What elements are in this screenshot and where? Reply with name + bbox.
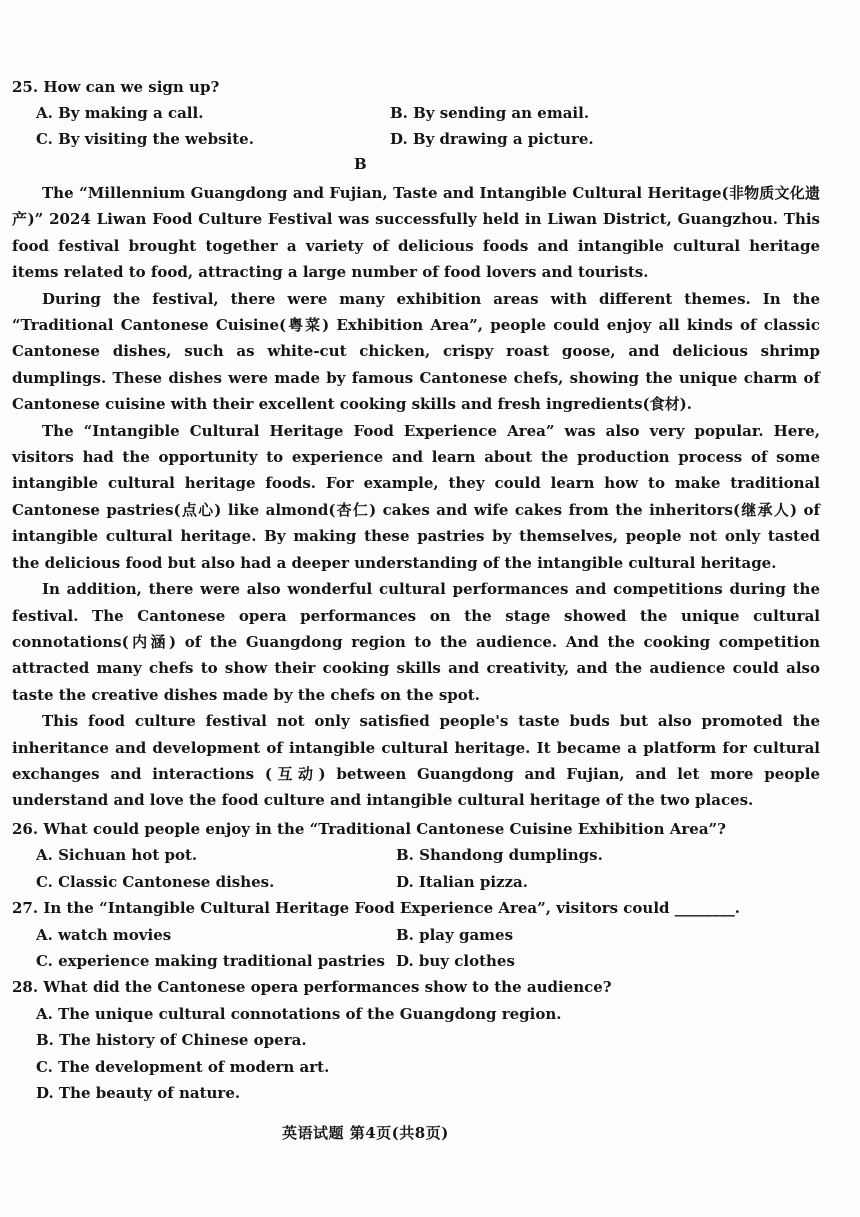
q27-stem: [12, 898, 740, 918]
q27-option-c: C. experience making traditional pastries: [36, 952, 385, 970]
q26-stem: 26. What could people enjoy in the “Traditional Cantonese Cuisine Exhibition Area”?: [12, 820, 726, 838]
q25-option-d: D. By drawing a picture.: [390, 130, 594, 148]
q26-option-b: B. Shandong dumplings.: [396, 846, 603, 864]
q25-option-b: B. By sending an email.: [390, 104, 590, 122]
q25-stem: 25. How can we sign up?: [12, 78, 220, 96]
q27-answer-blank: ________.: [674, 899, 740, 917]
passage-paragraph-4: In addition, there were also wonderful cultural performances and competitions during the festival. The Cantonese opera performances on the stage showed the unique cultural connotations(内涵) of the Guangdong region to the audience. And the cooking competition attracted many chefs to show their cooking skills and creativity, and the audience could also taste the creative dishes made by the chefs on the spot.: [12, 580, 820, 704]
passage-paragraph-3: The “Intangible Cultural Heritage Food Experience Area” was also very popular. Here, visitors had the opportunity to experience and learn about the production process of some intangible cultural heritage foods. For example, they could learn how to make traditional Cantonese pastries(点心) like almond(杏仁) cakes and wife cakes from the inheritors(继承人) of intangible cultural heritage. By making these pastries by themselves, people not only tasted the delicious food but also had a deeper understanding of the intangible cultural heritage.: [12, 421, 820, 572]
page-footer: 英语试题 第4页(共8页): [282, 1124, 449, 1142]
q28-stem: 28. What did the Cantonese opera performances show to the audience?: [12, 978, 612, 996]
q26-option-c: C. Classic Cantonese dishes.: [36, 873, 275, 891]
q28-option-d: D. The beauty of nature.: [36, 1084, 241, 1102]
q27-stem-text: 27. In the “Intangible Cultural Heritage Food Experience Area”, visitors could: [12, 899, 670, 917]
passage-paragraph-5: This food culture festival not only satisfied people's taste buds but also promoted the inheritance and development of intangible cultural heritage. It became a platform for cultural exchanges and interactions (互动) between Guangdong and Fujian, and let more people understand and love the food culture and intangible cultural heritage of the two places.: [12, 712, 820, 810]
q27-option-d: D. buy clothes: [396, 952, 515, 970]
passage-paragraph-2: During the festival, there were many exhibition areas with different themes. In the “Traditional Cantonese Cuisine(粤菜) Exhibition Area”, people could enjoy all kinds of classic Cantonese dishes, such as white-cut chicken, crispy roast goose, and delicious shrimp dumplings. These dishes were made by famous Cantonese chefs, showing the unique charm of Cantonese cuisine with their excellent cooking skills and fresh ingredients(食材).: [12, 289, 820, 414]
q25-option-a: A. By making a call.: [36, 104, 204, 122]
q27-option-b: B. play games: [396, 926, 514, 944]
q27-option-a: A. watch movies: [36, 926, 172, 944]
passage-paragraph-1: The “Millennium Guangdong and Fujian, Taste and Intangible Cultural Heritage(非物质文化遗产)” 2024 Liwan Food Culture Festival was successfully held in Liwan District, Guangzhou. This food festival brought together a variety of delicious foods and intangible cultural heritage items related to food, attracting a large number of food lovers and tourists.: [12, 184, 820, 282]
q28-option-b: B. The history of Chinese opera.: [36, 1031, 307, 1049]
q28-option-a: A. The unique cultural connotations of the Guangdong region.: [36, 1005, 562, 1023]
q25-option-c: C. By visiting the website.: [36, 130, 254, 148]
q28-option-c: C. The development of modern art.: [36, 1058, 330, 1076]
section-label: B: [354, 155, 367, 173]
passage: [12, 180, 820, 814]
q26-option-d: D. Italian pizza.: [396, 873, 528, 891]
q26-option-a: A. Sichuan hot pot.: [36, 846, 198, 864]
